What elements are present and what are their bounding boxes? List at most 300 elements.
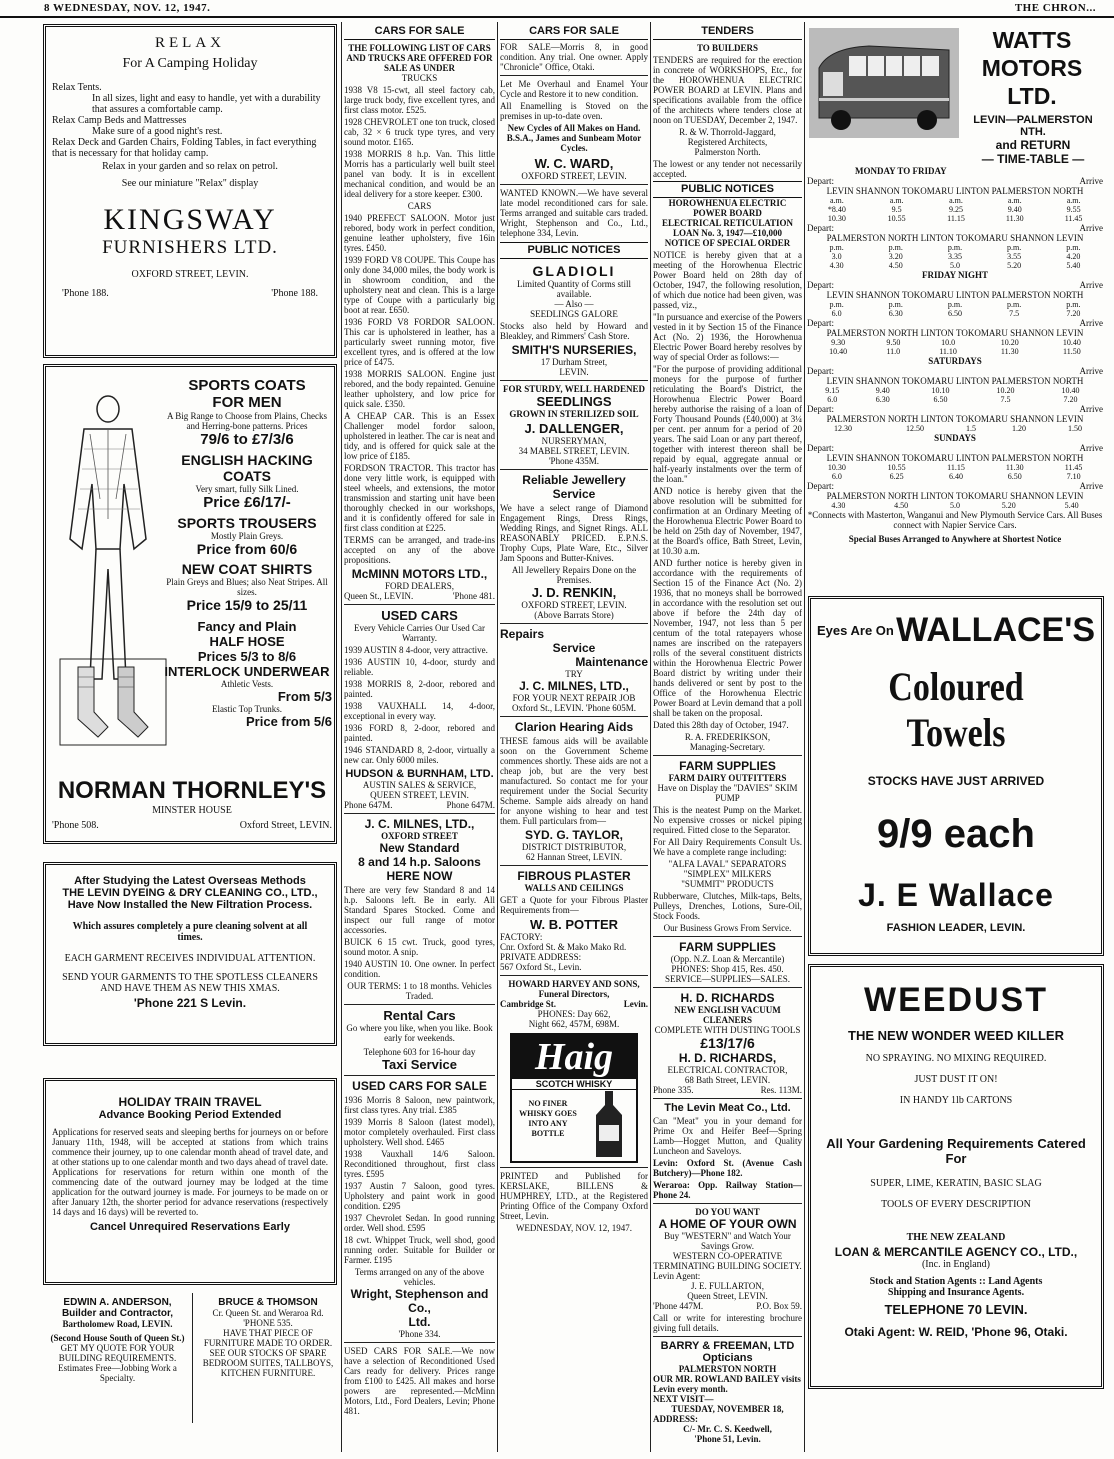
relax-p3: Relax Camp Beds and Mattresses [52, 115, 187, 126]
repairs-g: Oxford St., LEVIN. 'Phone 605M. [511, 703, 637, 713]
tt-cell: 10.55 [887, 214, 906, 223]
mcminn-dealer: FORD DEALERS, [384, 581, 454, 591]
tt-cell: 9.30 [831, 338, 846, 347]
dyeing-d: Which assures completely a pure cleaning solvent at all times. [72, 921, 308, 943]
smiths-town: LEVIN. [559, 367, 589, 377]
relax-p6: Relax in your garden and so relax on petrol. [102, 161, 278, 172]
weedust-ad [808, 964, 1104, 1389]
dyeing-b: THE LEVIN DYEING & DRY CLEANING CO., LTD., [62, 887, 318, 899]
tt-cell: 10.0 [941, 338, 956, 347]
farm2-d: SERVICE—SUPPLIES—SALES. [664, 974, 791, 984]
tt-towns: LEVIN SHANNON TOKOMARU LINTON PALMERSTON NORTH [826, 376, 1084, 386]
dyeing-f: SEND YOUR GARMENTS TO THE SPOTLESS CLEANERS AND HAVE THEM AS NEW THIS XMAS. [62, 972, 318, 994]
anderson-f: Estimates Free—Jobbing Work a Specialty. [58, 1363, 177, 1383]
cars-d: 1928 CHEVROLET one ton truck, closed cab, 32 × 6 truck type tyres, and very sound motor. £165. [344, 117, 495, 147]
tt-cell: 6.50 [1007, 472, 1022, 481]
man-illustration [54, 389, 162, 689]
tt-cell: 5.20 [1001, 501, 1016, 510]
wright-d: 1938 Vauxhall 14/6 Saloon. Reconditioned throughout, first class tyres. £595 [344, 1149, 495, 1179]
milnes-street: OXFORD STREET [381, 831, 458, 841]
home-phone: 'Phone 447M. [653, 1301, 704, 1311]
meat-title: The Levin Meat Co., Ltd. [664, 1102, 791, 1114]
printed-b: WEDNESDAY, NOV. 12, 1947. [515, 1223, 633, 1233]
cars-j: 1938 MORRIS SALOON. Engine just rebored, and the body repainted. Genuine leather upholstery, and low price for quick sale. £350. [344, 369, 495, 409]
bruce-e: SEE OUR STOCKS OF SPARE BEDROOM SUITES, TALLBOYS, KITCHEN FURNITURE. [202, 1348, 334, 1378]
tt-arrive: Arrive [1079, 280, 1103, 290]
page-header-date: 8 WEDNESDAY, NOV. 12, 1947. [44, 2, 211, 14]
potter-b: WALLS AND CEILINGS [524, 883, 624, 893]
tt-cell: p.m. [1007, 243, 1022, 252]
tt-cell: p.m. [1066, 300, 1081, 309]
tt-depart: Depart: [807, 443, 834, 453]
weedust-h: TOOLS OF EVERY DESCRIPTION [881, 1199, 1031, 1210]
tt-row [807, 395, 1103, 404]
wright-e: 1937 Austin 7 Saloon, good tyres. Upholstery and paint work in good condition. £295 [344, 1181, 495, 1211]
tt-cell: 11.0 [886, 347, 901, 356]
farm1-title: FARM SUPPLIES [679, 759, 776, 773]
anderson-b: Builder and Contractor, [61, 1308, 174, 1319]
cars-a: THE FOLLOWING LIST OF CARS AND TRUCKS ARE OFFERED FOR SALE AS UNDER [346, 43, 493, 73]
train-d: Cancel Unrequired Reservations Early [90, 1221, 290, 1233]
tt-cell: a.m. [889, 196, 904, 205]
tt-saturdays: SATURDAYS [928, 356, 982, 366]
tt-cell: 5.40 [1064, 501, 1079, 510]
weedust-m: Shipping and Insurance Agents. [887, 1287, 1025, 1298]
barry-i: 'Phone 51, Levin. [694, 1434, 761, 1444]
wright-h: Terms arranged on any of the above vehicles. [354, 1267, 485, 1287]
tt-cell: 6.30 [875, 395, 890, 404]
tt-cell: p.m. [888, 243, 903, 252]
barry-h: C/- Mr. C. S. Keedwell, [683, 1424, 772, 1434]
wright-c: 1939 Morris 8 Saloon (latest model), motor completely overhauled. First class upholstery. Well shod. £465 [344, 1117, 495, 1147]
watts-ad [807, 24, 1103, 594]
harvey-c: Cambridge St. [500, 999, 556, 1009]
cars-b: TRUCKS [401, 73, 438, 83]
harvey-b: Funeral Directors, [538, 989, 610, 999]
potter-f: Cnr. Oxford St. & Mako Mako Rd. [500, 942, 627, 952]
wallace-b: WALLACE'S [896, 611, 1095, 649]
cars-heading: CARS FOR SALE [344, 24, 495, 40]
tt-row [807, 472, 1103, 481]
tt-cell: 4.50 [888, 261, 903, 270]
tt-sundays: SUNDAYS [934, 433, 976, 443]
milnes-name: J. C. MILNES, LTD., [364, 817, 475, 831]
pub2-i: AND further notice is hereby given in accordance with the requirements of Section 15 of the Finance Act (No. 2) 1936, that no moneys shall be borrowed in accordance with the resolution set out above if before the 24th day of November, 1947, not less than 5 per centum of the total ratepayers whose names are inscribed on the ratepayers rolls of the several constituent districts within the Horowhenua Electric Power Board district by writing under their hands delivered or sent by post to the Office of the Horowhenua Electric Power Board at Levin demand that a poll shall be taken on the proposal. [653, 558, 802, 718]
kingsway-ad [43, 24, 337, 358]
used-f: 1938 VAUXHALL 14, 4-door, exceptional in every way. [344, 701, 495, 721]
tt-cell: 10.40 [1061, 386, 1080, 395]
mcminn-address: Queen St., LEVIN. [344, 591, 414, 601]
rental-c: Telephone 603 for 16-hour day [363, 1047, 476, 1057]
tt-cell: 11.45 [1064, 214, 1083, 223]
thornley-c: A Big Range to Choose from Plains, Checks and Herring-bone patterns. Prices [167, 411, 327, 431]
train-b: Advance Booking Period Extended [98, 1109, 282, 1121]
thornley-f: COATS [223, 468, 271, 484]
tenders-a: TO BUILDERS [696, 43, 759, 53]
repairs-f: FOR YOUR NEXT REPAIR JOB [512, 693, 636, 703]
tt-cell: 11.15 [947, 463, 965, 472]
tt-table [807, 196, 1103, 223]
ward-b: Let Me Overhaul and Enamel Your Cycle and Restore it to new condition. [500, 79, 648, 99]
potter-title: FIBROUS PLASTER [517, 869, 631, 883]
seedlings-title: SEEDLINGS [536, 394, 612, 409]
thornley-e: ENGLISH HACKING [181, 452, 313, 468]
thornley-r: Prices 5/3 to 8/6 [197, 649, 297, 664]
weedust-n: TELEPHONE 70 LEVIN. [884, 1302, 1028, 1317]
barry-c: PALMERSTON NORTH [678, 1364, 777, 1374]
potter-e: FACTORY: [500, 932, 543, 942]
tt-row [807, 424, 1103, 433]
wallace-price: 9/9 each [877, 812, 1035, 856]
tt-cell: 6.50 [947, 309, 962, 318]
richards-phone: Phone 335. [653, 1085, 694, 1095]
ward-g: WANTED KNOWN.—We have several late model reconditioned cars for sale. Terms arranged and suitable cars traded. Wright, Stephenson and Co., Ltd., telephone 334, Levin. [500, 188, 648, 238]
mcminn-notice: USED CARS FOR SALE.—We now have a selection of Reconditioned Used Cars ready for delivery. Prices range from £100 to £425. All makes and horse powers are represented.—McMinn Motors, Ltd., Ford Dealers, Levin; Phone 481. [344, 1346, 495, 1416]
kingsway-name: KINGSWAY [103, 203, 277, 236]
tt-cell: 3.55 [1007, 252, 1022, 261]
richards-f: ELECTRICAL CONTRACTOR, [667, 1065, 788, 1075]
thornley-address: Oxford Street, LEVIN. [239, 820, 332, 831]
tt-cell: 5.0 [949, 501, 960, 510]
wright-f: 1937 Chevrolet Sedan. In good running order. Well shod. £595 [344, 1213, 495, 1233]
tt-cell: 3.20 [888, 252, 903, 261]
weedust-i: THE NEW ZEALAND [906, 1232, 1006, 1243]
tt-row [807, 300, 1103, 309]
tt-table [807, 338, 1103, 356]
home-d: WESTERN CO-OPERATIVE TERMINATING BUILDING SOCIETY. [653, 1251, 802, 1271]
pub2-b: ELECTRICAL RETICULATION [661, 218, 794, 228]
tt-cell: 7.5 [1000, 395, 1011, 404]
public-notices-heading-2: PUBLIC NOTICES [653, 181, 802, 198]
barry-e: NEXT VISIT— [653, 1394, 714, 1404]
gladioli-d: SEEDLINGS GALORE [530, 309, 618, 319]
tt-cell: 12.50 [906, 424, 924, 433]
tt-row [807, 338, 1103, 347]
weedust-c: NO SPRAYING. NO MIXING REQUIRED. [865, 1053, 1047, 1064]
richards-title: H. D. RICHARDS [680, 991, 775, 1005]
gladioli-e: Stocks also held by Howard and Bleakley, and Rimmers' Cash Store. [500, 321, 648, 341]
tt-cell: 12.30 [834, 424, 852, 433]
weedust-g: SUPER, LIME, KERATIN, BASIC SLAG [870, 1178, 1042, 1189]
tt-cell: 5.20 [1007, 261, 1022, 270]
tt-cell: 11.30 [1005, 214, 1024, 223]
thornley-g: Very smart, fully Silk Lined. [195, 484, 299, 494]
timetable [807, 166, 1103, 544]
pub2-e: NOTICE is hereby given that at a meeting of the Horowhenua Electric Power Board held on 28th day of October, 1947, the following resolution, of which due notice had been given, was passed, viz., [653, 250, 802, 310]
weedust-l: Stock and Station Agents :: Land Agents [869, 1276, 1043, 1287]
tt-depart: Depart: [807, 318, 834, 328]
train-c: Applications for reserved seats and sleeping berths for journeys on or before January 11th, 1948, will be accepted at stations from which trains commence their journey, up to one calendar month ahead of travel date, and at other stations up to one calendar month and two days ahead of travel date. Applications for reservations for return within one month of the commencing date of the outward journey may be lodged at the time application for the outward journey is made. For journeys to be made on or after January 12th, the shorter period for advance reservations (respectively 14 days and 16 days) will be reverted to. [52, 1127, 328, 1217]
tt-cell: p.m. [947, 243, 963, 252]
tt-row [807, 463, 1103, 472]
tt-cell: 10.10 [931, 386, 950, 395]
tt-row [807, 243, 1103, 252]
thornley-q: HALF HOSE [209, 634, 285, 649]
harvey-d: Levin. [623, 999, 648, 1009]
farm1-c: Have on Display the "DAVIES" SKIM PUMP [657, 783, 798, 803]
dyeing-a: After Studying the Latest Overseas Methods [74, 875, 306, 887]
tt-cell: 6.40 [948, 472, 963, 481]
richards-g: 68 Bath Street, LEVIN. [684, 1075, 771, 1085]
tt-cell: 9.50 [886, 338, 901, 347]
cars-e: 1938 MORRIS 8 h.p. Van. This little Morris has a particularly well built steel panel van body. It is in excellent mechanical condition, and would be an ideal delivery for a store keeper. £300. [344, 149, 495, 199]
tt-cell: a.m. [1007, 196, 1022, 205]
used-d: 1936 AUSTIN 10, 4-door, sturdy and reliable. [344, 657, 495, 677]
seedlings-a: FOR STURDY, WELL HARDENED [502, 384, 646, 394]
weedust-title: WEEDUST [864, 981, 1048, 1019]
kingsway-phone: 'Phone 188. [62, 288, 109, 299]
tt-towns: PALMERSTON NORTH LINTON TOKOMARU SHANNON LEVIN [826, 328, 1084, 338]
seedlings-k: GROWN IN STERILIZED SOIL [509, 409, 639, 419]
pub2-l: Managing-Secretary. [689, 742, 766, 752]
rental-taxi: Taxi Service [382, 1057, 457, 1072]
tt-table [807, 386, 1103, 404]
thornley-w: Elastic Top Trunks. [212, 704, 282, 714]
tt-cell: 11.50 [1063, 347, 1081, 356]
tt-row [807, 501, 1103, 510]
pub2-k: R. A. FREDERIKSON, [684, 732, 771, 742]
cars-g: 1940 PREFECT SALOON. Motor just rebored, body work in perfect condition, genuine leather upholstery, five 16in tyres. £450. [344, 213, 495, 253]
tt-cell: 7.20 [1066, 309, 1081, 318]
richards-name: H. D. RICHARDS, [678, 1051, 777, 1065]
tenders-column [653, 24, 802, 1452]
bruce-c: 'PHONE 535. [243, 1318, 293, 1328]
clarion-d: DISTRICT DISTRIBUTOR, [521, 842, 627, 852]
tt-cell: 9.15 [825, 386, 840, 395]
tt-cell: 6.25 [889, 472, 904, 481]
kingsway-phone: 'Phone 188. [271, 288, 318, 299]
thornley-k: Price from 60/6 [196, 541, 298, 557]
farm1-j: Our Business Grows From Service. [663, 923, 792, 933]
home-f: J. E. FULLARTON, [690, 1281, 765, 1291]
relax-title: RELAX [155, 35, 225, 51]
tt-cell: p.m. [1066, 243, 1081, 252]
relax-p7: See our miniature "Relax" display [121, 178, 259, 189]
tt-towns: LEVIN SHANNON TOKOMARU LINTON PALMERSTON NORTH [826, 453, 1084, 463]
wright-b: 1936 Morris 8 Saloon, new paintwork, first class tyres. Any trial. £385 [344, 1095, 495, 1115]
thornley-phone: 'Phone 508. [52, 820, 99, 831]
column-rule [497, 22, 498, 1452]
repairs-d: TRY [565, 669, 583, 679]
farm2-b: (Opp. N.Z. Loan & Mercantile) [670, 954, 785, 964]
dyeing-c: Have Now Installed the New Filtration Process. [67, 899, 313, 911]
tt-cell: 10.20 [1000, 338, 1019, 347]
tt-cell: 6.0 [831, 472, 842, 481]
thornley-s: INTERLOCK UNDERWEAR [164, 664, 330, 679]
tt-cell: 7.20 [1063, 395, 1078, 404]
anderson-e: GET MY QUOTE FOR YOUR BUILDING REQUIREMENTS. [58, 1343, 177, 1363]
potter-g: PRIVATE ADDRESS: [500, 952, 582, 962]
cars-m: TERMS can be arranged, and trade-ins accepted on any of the above propositions. [344, 535, 495, 565]
wallace-ad [808, 596, 1104, 956]
tt-towns: LEVIN SHANNON TOKOMARU LINTON PALMERSTON NORTH [826, 186, 1084, 196]
dallenger-role: NURSERYMAN, [541, 436, 607, 446]
renkin-c: All Jewellery Repairs Done on the Premises. [511, 565, 637, 585]
bruce-a: BRUCE & THOMSON [218, 1297, 318, 1308]
tenders-c: R. & W. Thorrold-Jaggard, [679, 127, 776, 137]
cars-heading-2: CARS FOR SALE [500, 24, 648, 40]
relax-p5: Relax Deck and Garden Chairs, Folding Tables, in fact everything that is necessary for that holiday camp. [52, 137, 317, 159]
home-c: Buy "WESTERN" and Watch Your Savings Grow. [664, 1231, 791, 1251]
tt-row [807, 261, 1103, 270]
tt-cell: 1.50 [1068, 424, 1082, 433]
dyeing-ad [43, 862, 337, 1046]
dallenger-phone: 'Phone 435M. [548, 456, 600, 466]
anderson-ad [43, 1293, 193, 1423]
hudson-phone: Phone 647M. [446, 800, 495, 810]
tt-special: Special Buses Arranged to Anywhere at Shortest Notice [848, 534, 1062, 544]
tt-table [807, 243, 1103, 270]
rental-b: Go where you like, when you like. Book early for weekends. [346, 1023, 493, 1043]
meat-b: Can "Meat" you in your demand for Prime Ox and Heifer Beef—Spring Lamb—Hogget Mutton, and Quality Luncheon and Saveloys. [653, 1116, 802, 1156]
tt-depart: Depart: [807, 176, 834, 186]
tt-cell: 1.5 [966, 424, 976, 433]
tt-cell: a.m. [949, 196, 963, 205]
tt-cell: 6.0 [827, 395, 838, 404]
haig-ad [510, 1033, 638, 1163]
cars-l: FORDSON TRACTOR. This tractor has done very little work, is equipped with steel wheels, and extensions, the motor transmission and starting unit have been thoroughly checked in our workshops, and it is confidently offered for sale in first class condition at £225. [344, 463, 495, 533]
dyeing-e: EACH GARMENT RECEIVES INDIVIDUAL ATTENTION. [64, 953, 316, 964]
milnes-d: 8 and 14 h.p. Saloons [358, 855, 481, 869]
harvey-e: PHONES: Day 662, [537, 1009, 611, 1019]
watts-e: and RETURN [995, 138, 1071, 152]
tt-depart: Depart: [807, 280, 834, 290]
cars-k: A CHEAP CAR. This is an Essex Challenger model fordor saloon, upholstered in leather. The car is neat and tidy, and is offered for quick sale at the low price of £185. [344, 411, 495, 461]
pub2-j: Dated this 28th day of October, 1947. [653, 720, 789, 730]
hudson-k: QUEEN STREET, LEVIN. [370, 790, 469, 800]
barry-b: Opticians [702, 1352, 753, 1364]
dallenger-address: 34 MABEL STREET, LEVIN. [518, 446, 630, 456]
relax-sub: For A Camping Holiday [122, 56, 258, 71]
mcminn-phone: 'Phone 481. [452, 591, 495, 601]
tt-cell: p.m. [947, 300, 963, 309]
farm1-d: This is the neatest Pump on the Market. No expensive crosses or nickel piping required. Fitted close to the Separator. [653, 805, 802, 835]
used-h: 1946 STANDARD 8, 2-door, virtually a new car. Only 6000 miles. [344, 745, 495, 765]
home-e: Levin Agent: [653, 1271, 701, 1281]
tenders-d: Registered Architects, [687, 137, 768, 147]
farm1-f: "ALFA LAVAL" SEPARATORS [668, 859, 787, 869]
pub2-a: HOROWHENUA ELECTRIC POWER BOARD [668, 198, 787, 218]
farm2-title: FARM SUPPLIES [679, 940, 776, 954]
potter-h: 567 Oxford St., Levin. [500, 962, 582, 972]
tt-cell: 10.40 [1062, 338, 1081, 347]
tt-cell: 6.30 [888, 309, 903, 318]
tt-cell: p.m. [1007, 300, 1022, 309]
barry-g: ADDRESS: [653, 1414, 699, 1424]
ward-name: W. C. WARD, [534, 156, 614, 171]
home-g: Queen Street, LEVIN. [687, 1291, 768, 1301]
header-rule [0, 16, 1114, 18]
cars-c: 1938 V8 15-cwt, all steel factory cab, large truck body, five excellent tyres, and first class motor. £525. [344, 85, 495, 115]
relax-p1: Relax Tents. [52, 82, 102, 93]
pub2-c: LOAN No. 3, 1947—£10,000 [672, 228, 782, 238]
tt-cell: 4.30 [829, 261, 844, 270]
wallace-a: Eyes Are On [817, 623, 894, 638]
gladioli-c: — Also — [554, 299, 594, 309]
tt-cell: 7.10 [1066, 472, 1081, 481]
home-a: DO YOU WANT [695, 1207, 760, 1217]
hudson-name: HUDSON & BURNHAM, LTD. [345, 768, 494, 780]
wright-phone: 'Phone 334. [398, 1329, 441, 1339]
tt-row [807, 386, 1103, 395]
anderson-d: (Second House South of Queen St.) [50, 1333, 185, 1343]
tt-depart: Depart: [807, 366, 834, 376]
tt-cell: 5.0 [949, 261, 960, 270]
tt-arrive: Arrive [1079, 176, 1103, 186]
tt-cell: p.m. [829, 300, 844, 309]
tt-cell: 11.30 [1005, 463, 1024, 472]
tt-cell: 3.0 [831, 252, 842, 261]
weedust-j: LOAN & MERCANTILE AGENCY CO., LTD., [834, 1245, 1078, 1259]
wallace-c: Coloured Towels [888, 664, 1024, 755]
richards-res: Res. 113M. [760, 1085, 802, 1095]
used-title: USED CARS [381, 608, 458, 623]
weedust-f: All Your Gardening Requirements Catered For [826, 1136, 1086, 1166]
farm1-b: FARM DAIRY OUTFITTERS [668, 773, 787, 783]
renkin-title: Reliable Jewellery Service [522, 473, 626, 501]
tt-table [807, 463, 1103, 481]
tt-depart: Depart: [807, 404, 834, 414]
printed-a: PRINTED and Published for KERSLAKE, BILLENS & HUMPHREY, LTD., at the Registered Printing Office of the Company Oxford Street, Levin. [500, 1171, 648, 1221]
renkin-b: We have a select range of Diamond Engagement Rings, Dress Rings, Wedding Rings, and Signet Rings. ALL REASONABLY PRICED. E.P.N.S. Trophy Cups, Plate Ware, Etc., Silver Jam Spoons and Butter-Knives. [500, 503, 648, 563]
tt-mf: MONDAY TO FRIDAY [855, 166, 947, 176]
wright-g: 18 cwt. Whippet Truck, well shod, good running order. Suitable for Builder or Farmer. £195 [344, 1235, 495, 1265]
thornley-x: Price from 5/6 [246, 714, 332, 729]
tt-cell: 10.30 [827, 214, 846, 223]
haig-b: SCOTCH WHISKY [512, 1079, 636, 1090]
relax-p4: Make sure of a good night's rest. [92, 126, 223, 137]
meat-c: Levin: Oxford St. (Avenue Cash Butchery)—Phone 182. [653, 1158, 802, 1178]
tt-cell: 5.40 [1066, 261, 1081, 270]
ward-a: FOR SALE—Morris 8, in good condition. Any trial. One owner. Apply "Chronicle" Office, Otaki. [500, 42, 648, 72]
hose-illustration [58, 657, 168, 747]
column-rule [804, 22, 805, 1452]
tenders-e: Palmerston North. [694, 147, 761, 157]
potter-name: W. B. POTTER [529, 917, 619, 932]
richards-b: NEW ENGLISH VACUUM CLEANERS [674, 1005, 781, 1025]
tt-cell: 11.45 [1064, 463, 1083, 472]
bruce-b: Cr. Queen St. and Weraroa Rd. [212, 1308, 324, 1318]
thornley-d: 79/6 to £7/3/6 [200, 431, 294, 448]
home-j: Call or write for interesting brochure giving full details. [653, 1313, 802, 1333]
tt-towns: PALMERSTON NORTH LINTON TOKOMARU SHANNON LEVIN [826, 491, 1084, 501]
cars-column [344, 24, 495, 1452]
tt-arrive: Arrive [1079, 366, 1103, 376]
tenders-heading: TENDERS [653, 24, 802, 40]
clarion-title: Clarion Hearing Aids [514, 720, 634, 734]
ward-d: New Cycles of All Makes on Hand. B.S.A., James and Sunbeam Motor Cycles. [506, 123, 642, 153]
tt-cell: 9.40 [1007, 205, 1022, 214]
bruce-d: HAVE THAT PIECE OF FURNITURE MADE TO ORDER. [203, 1328, 333, 1348]
column-rule [650, 22, 651, 1452]
thornley-l: NEW COAT SHIRTS [181, 561, 313, 577]
thornley-o: Fancy and Plain [197, 619, 297, 634]
relax-p2: In all sizes, light and easy to handle, yet with a durability that assures a comfortable camp. [92, 93, 321, 115]
used-b: Every Vehicle Carries Our Used Car Warranty. [353, 623, 486, 643]
tt-cell: 10.40 [829, 347, 848, 356]
thornley-n: Price 15/9 to 25/11 [186, 597, 308, 613]
tt-row [807, 309, 1103, 318]
dyeing-g: 'Phone 221 S Levin. [133, 996, 247, 1010]
weedust-d: JUST DUST IT ON! [914, 1074, 998, 1085]
renkin-address: OXFORD STREET, LEVIN. [521, 600, 627, 610]
watts-a: WATTS [992, 27, 1072, 53]
tt-arrive: Arrive [1079, 223, 1103, 233]
hudson-phone: Phone 647M. [344, 800, 393, 810]
tt-arrive: Arrive [1079, 443, 1103, 453]
repairs-c: Maintenance [575, 655, 648, 669]
tt-depart: Depart: [807, 481, 834, 491]
